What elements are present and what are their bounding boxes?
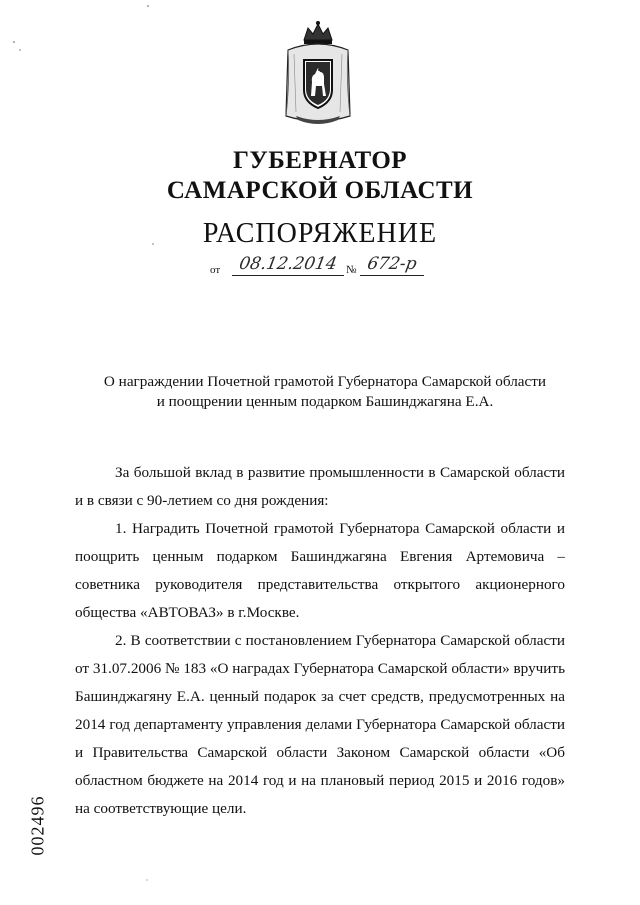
document-type: РАСПОРЯЖЕНИЕ — [202, 218, 438, 249]
date-label: от — [210, 264, 221, 276]
subject-line1: О награждении Почетной грамотой Губернатора Самарской области — [103, 373, 547, 390]
number-underline — [360, 275, 424, 276]
date-value: 08.12.2014 — [237, 254, 339, 274]
item-1-paragraph: 1. Наградить Почетной грамотой Губернатора Самарской области и поощрить ценным подарком Башинджагяна Евгения Артемовича – советника руководителя представительства открытого акционерного общества «АВТОВАЗ» в г.Москве. — [75, 520, 565, 621]
side-stamp-number: 002496 — [27, 795, 48, 856]
date-underline — [232, 275, 344, 276]
number-label: № — [346, 264, 357, 276]
intro-paragraph: За большой вклад в развитие промышленности в Самарской области и в связи с 90-летием со дня рождения: — [75, 464, 565, 509]
item-2-paragraph: 2. В соответствии с постановлением Губернатора Самарской области от 31.07.2006 № 183 «О наградах Губернатора Самарской области» вручить Башинджагяну Е.А. ценный подарок за счет средств, предусмотренных на 2014 год департаменту управления делами Губернатора Самарской области и Правительства Самарской области Законом Самарской области «Об областном бюджете на 2014 год и на плановый период 2015 и 2016 годов» на соответствующие цели. — [75, 632, 565, 817]
samara-coat-of-arms-icon — [280, 20, 356, 128]
number-value: 672-р — [365, 254, 419, 274]
authority-title-line2: САМАРСКОЙ ОБЛАСТИ — [166, 177, 474, 204]
document-body — [75, 459, 565, 823]
side-stamp — [20, 790, 50, 870]
authority-title-line1: ГУБЕРНАТОР — [232, 147, 408, 174]
subject-line2: и поощрении ценным подарком Башинджагяна Е.А. — [156, 393, 494, 410]
document-subject — [90, 372, 560, 412]
